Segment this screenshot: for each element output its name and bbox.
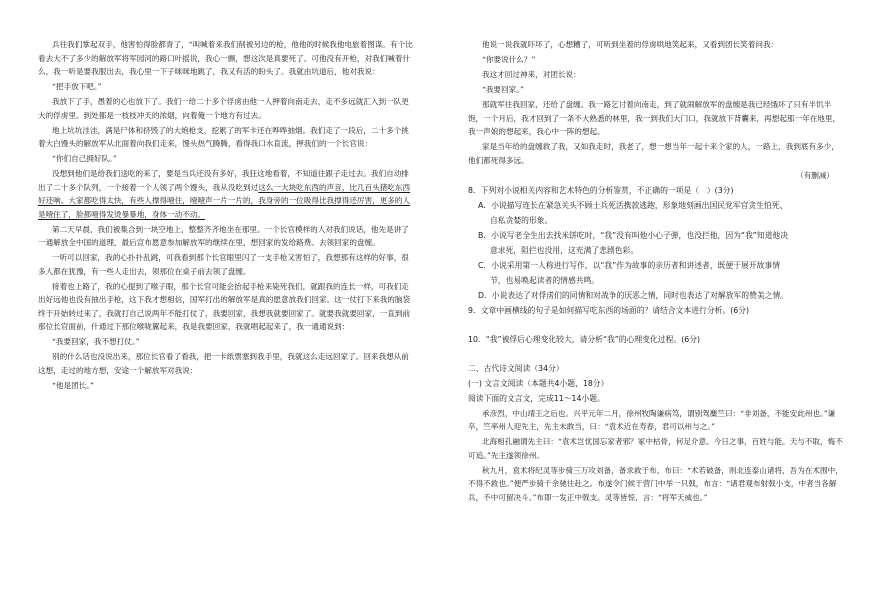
option-a-line2: 自私贪婪的形象。 xyxy=(490,215,553,225)
question-8: 8．下列对小说相关内容和艺术特色的分析鉴赏，不正确的一项是（ ）(3分) xyxy=(468,185,734,195)
question-9: 9．文章中画横线的句子是如何描写吃东西的场面的？请结合文本进行分析。(6分) xyxy=(468,305,750,315)
option-b-line1: B．小说写老全生出去找米饼吃时，“我”没有叫他小心子弹，也没拦他，因为“我”知道他决 xyxy=(478,230,788,240)
classical-paragraph: 承彦烈，中山靖王之后也。兴平元年二月，徐州牧陶谦病笃，谓别驾麋竺曰：“非刘备，不能安此州也。”谦卒，竺率州人迎先主，先主未敢当，曰：“袁术近在寿春，君可以州与之。” xyxy=(468,408,836,431)
classical-paragraph: 秋九月，袁术将纪灵等步骑三万攻刘备，备求救于布。布曰：“术若破备，则北连泰山诸将，吾为在术围中，不得不救也。”便严步骑千余驰往赴之。布遂令门候于营门中举一只戟，布言：“诸君观布射戟小支，中者当各解兵，不中可留决斗。”布即一发正中戟支。灵等皆惊，言：“将军天威也。” xyxy=(468,465,843,502)
abridged-note: （有删减） xyxy=(796,170,834,180)
left-column xyxy=(38,38,416,394)
option-a-line1: A．小说描写连长在紧急关头不顾士兵死活携款逃跑，形象地刻画出国民党军官贪生怕死、 xyxy=(478,200,788,210)
story-paragraph: 家是当年给的盘缠救了我，又如我走时，我老了，想一想当年一起十来个家的人，一路上，我到底有多少，他们都死得多远。 xyxy=(468,142,839,165)
story-dialogue: “把手放下吧。” xyxy=(52,82,102,91)
right-column xyxy=(468,38,846,506)
subsection-heading: (一) 文言文阅读（本题共4小题，18分） xyxy=(468,378,609,388)
question-10: 10．“我”被俘后心理变化较大，请分析“我”的心理变化过程。(6分) xyxy=(468,334,701,344)
story-paragraph: 那就军往我回家，还给了盘缠。我一路乞讨着向南走，到了就闹解放军的盘缠是我已经饿坏了只有半饥半饱，一个月后，我才回到了一条不大熟悉的林里，我一到我们大门口，我就放下背囊来，再想起那一年在地里，我一声娘的想起来，我心中一阵的想起。 xyxy=(468,100,841,136)
answer-space xyxy=(468,319,846,333)
option-c-line2: 节，也易唤起读者的情感共鸣。 xyxy=(490,275,600,285)
section-heading: 二、古代诗文阅读（34分） xyxy=(468,363,564,373)
story-dialogue: “他是团长。” xyxy=(52,380,94,390)
story-paragraph: 我这才回过神来，对团长说： xyxy=(482,70,581,79)
story-paragraph: 第二天早晨，我们被集合到一块空地上，整整齐齐地坐在那里。一个长官模样的人对我们说话，他先是讲了一通解放全中国的道理，最后宣布愿意参加解放军的继续在里，想回家的发给路费。去领回家的盘缠。 xyxy=(38,224,409,247)
option-c-line1: C．小说采用第一人称进行写作，以“我”作为故事的亲历者和讲述者，既便于展开故事情 xyxy=(478,260,781,270)
story-dialogue: “你要说什么？” xyxy=(482,55,536,64)
instruction-text: 阅读下面的文言文，完成11～14小题。 xyxy=(468,393,605,403)
option-b-line2: 意求死，阻拦也没用，这充满了悲剧色彩。 xyxy=(490,245,639,255)
story-paragraph-underlined xyxy=(38,167,416,221)
story-paragraph: 一听可以回家，我的心扑扑乱跳，可我看到那个长官眼里闪了一支手枪又害怕了，我想那有这样的好事，很多人都在犹豫，有一些人走出去，领那位在桌子前去领了盘缠。 xyxy=(38,253,409,276)
story-paragraph: 地上坑坑洼洼，满是尸体和挤毁了的大炮枪支，挖累了的军卡还在哗哗抽烟。我们走了一段后，二十多个挑着大白馒头的解放军从北面着向我们走来，馒头热气腾腾，看得我口水直流，押我们的一个长官说： xyxy=(38,125,409,148)
story-paragraph: 兵往我们掌起双手，他害怕得脸都青了，“叫喊着来我们削被另边的枪，他他的时候我他电旅着图谋。有个比看去大不了多少的解放军将军园河的路口叶摇说，我心一颤，想这次是真要死了。可他没有开枪，对我们喊着什么，我一听是要我服出去，我心里一下子咪咪地跳了，我又有活的盼头了。我就由坑道后，他对我说： xyxy=(38,40,413,76)
story-paragraph: 别的什么话也没说出来，那位长官看了看我，把一卡纸票塞到我手里，我就这么走远回家了。回来我想从前这想，走过的地方想，安途一个解放军对我说： xyxy=(38,352,409,375)
story-dialogue: “你们自己拥好队。” xyxy=(52,154,117,163)
story-dialogue: “我要回家。” xyxy=(482,85,524,94)
option-d: D．小说表达了对俘虏们的同情和对战争的厌恶之情，同时也表达了对解放军的赞美之情。 xyxy=(478,290,789,300)
story-paragraph: 接着也上路了，我的心提到了喉子眼，那个长官可能会抬起手枪来毙死我们，就跟我的连长一样，可我们走出好远他也没有抽出手枪，这下我才想相信，国军打出的解放军是真的愿意放我们回家。这一仗打下来我的脑袋终于开始转过来了，我就打自己说两年不能打仗了，我要回家，我想我就要回家了。就要我就要回家，一直到前那位长官面前，什通过下那位喉咙翼起来，我是我要回家，我就唱起起来了，我一通通说到： xyxy=(38,281,411,331)
story-paragraph: 我放下了手，愚着的心也放下了。我们一给二十多个俘虏由他一人押着向南走去，走不多远就汇入到一队更大的俘虏里。到处都是一枝枝冲天的浓烟，向着俺一个地方有过去。 xyxy=(38,97,409,120)
classical-paragraph: 北海相孔融谓先主曰：“袁术岂忧国忘家者邪？冢中枯骨，何足介意。今日之事，百姓与能。天与不取，悔不可追。”先主遂领徐州。 xyxy=(468,437,843,460)
underlined-sentence: 这么一大块吃东西的声音，比几百头猪吃东西好还响。大家都吃得太快，有些人撑得噎住，噎噎声一片一片的，我身旁的一位吸得比我撑得还厉害，更多的人是噎住了，脸都噎得发烫暴暴地，身体一动不动。 xyxy=(38,182,411,219)
answer-space xyxy=(468,348,846,362)
story-text: 没想到他们是给我们送吃的来了，要是当兵还没有多好，我狂这地看着，不知道往跟子走过去。我们自动排出了二十多个队列，一个接着一个人领了两个馒头，我从没吃到过 xyxy=(38,169,409,192)
story-paragraph: 他说一说我就吓坏了，心想糟了，可听到坐着的俘虏哄地笑起来，又看到团长笑着问我： xyxy=(482,40,779,49)
story-dialogue: “我要回家，我不想打仗。” xyxy=(52,337,140,346)
